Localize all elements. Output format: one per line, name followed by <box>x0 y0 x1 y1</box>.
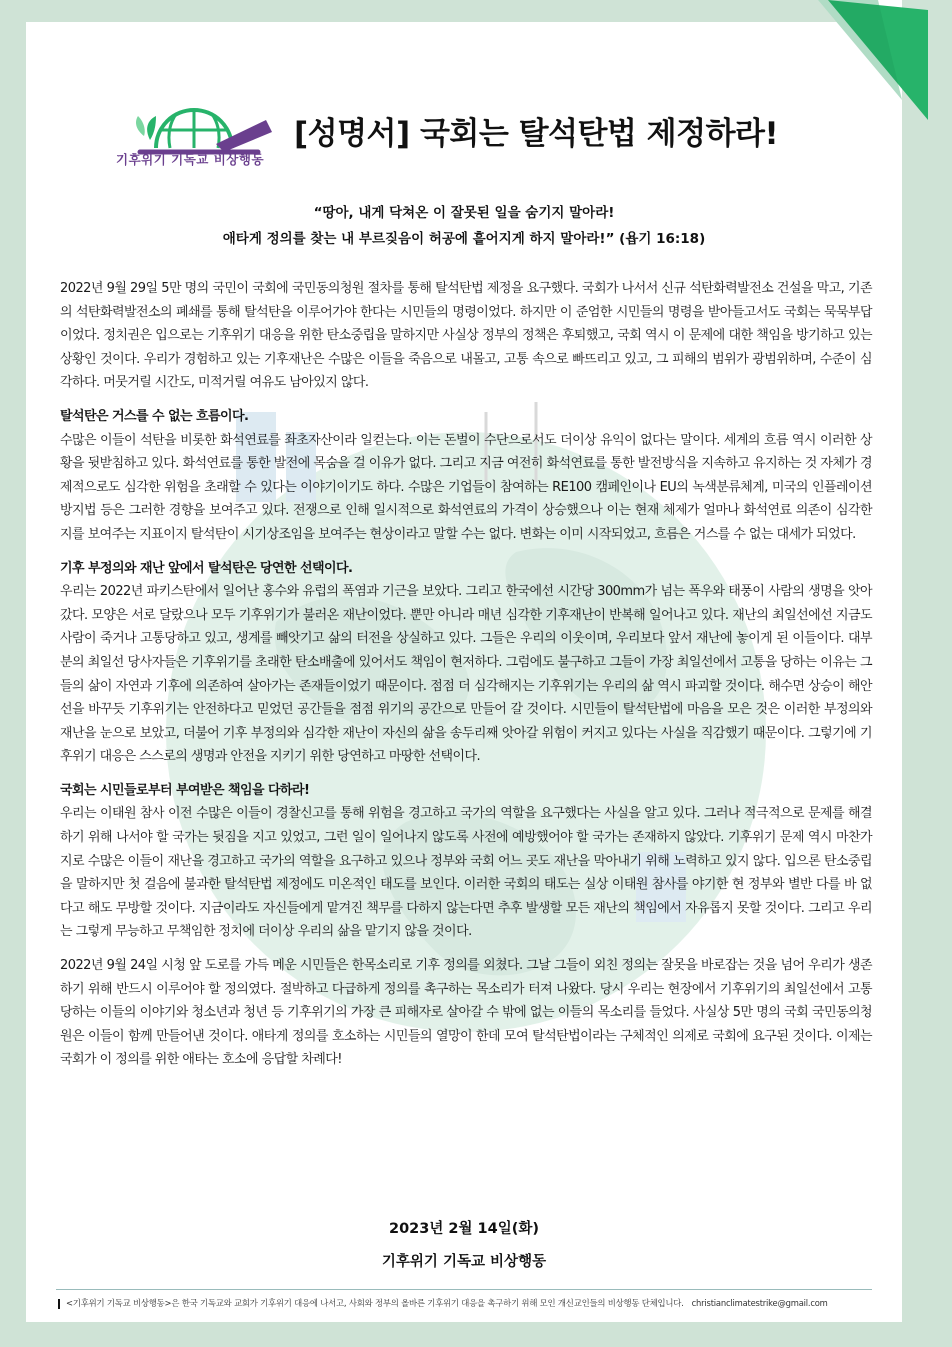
footer-divider <box>56 1289 872 1290</box>
statement-page <box>26 22 902 1322</box>
bible-quote <box>66 200 862 252</box>
statement-body <box>60 277 872 1082</box>
paragraph-closing: 2022년 9월 24일 시청 앞 도로를 가득 메운 시민들은 한목소리로 기후 정의를 외쳤다. 그날 그들이 외친 정의는 잘못을 바로잡는 것을 넘어 우리가 생존하기 위해 반드시 이루어야 할 정의였다. 절박하고 다급하게 정의를 촉구하는 목소리가 터져 나왔다. 당시 우리는 현장에서 기후위기의 최일선에서 고통당하는 이들의 이야기와 청소년과 청년 등 기후위기의 가장 큰 피해자로 살아갈 수 밖에 없는 이들의 목소리를 들었다. 사실상 5만 명의 국회 국민동의청원은 이들이 함께 만들어낸 것이다. 애타게 정의를 호소하는 시민들의 열망이 한데 모여 탈석탄법이라는 구체적인 의제로 국회에 요구된 것이다. 이제는 국회가 이 정의를 위한 애타는 호소에 응답할 차례다! <box>60 958 872 1068</box>
paragraph-section-3: 우리는 이태원 참사 이전 수많은 이들이 경찰신고를 통해 위험을 경고하고 국가의 역할을 요구했다는 사실을 알고 있다. 그러나 적극적으로 문제를 해결하기 위해 나서야 할 국가는 뒷짐을 지고 있었고, 그런 일이 일어나지 않도록 사전에 예방했어야 할 국가는 존재하지 않았다. 기후위기 문제 역시 마찬가지로 수많은 이들이 재난을 경고하고 국가의 역할을 요구하고 있으나 정부와 국회 어느 곳도 재난을 막아내기 위해 노력하고 있지 않다. 입으론 탄소중립을 말하지만 첫 걸음에 불과한 탈석탄법 제정에도 미온적인 태도를 보인다. 이러한 국회의 태도는 실상 이태원 참사를 야기한 현 정부와 별반 다를 바 없다고 해도 무방할 것이다. 지금이라도 자신들에게 맡겨진 책무를 다하지 않는다면 추후 발생할 모든 재난의 책임에서 자유롭지 못할 것이다. 그리고 우리는 그렇게 무능하고 무책임한 정치에 더이상 우리의 삶을 맡기지 않을 것이다. <box>60 806 873 940</box>
section-heading-3: 국회는 시민들로부터 부여받은 책임을 다하라! <box>60 782 310 798</box>
org-logo-text: 기후위기 기독교 비상행동 <box>116 152 265 167</box>
paragraph-section-1: 수많은 이들이 석탄을 비롯한 화석연료를 좌초자산이라 일컫는다. 이는 돈벌이 수단으로서도 더이상 유익이 없다는 말이다. 세계의 흐름 역시 이러한 상황을 뒷받침하고 있다. 화석연료를 통한 발전에 목숨을 걸 이유가 없다. 그리고 지금 여전히 화석연료를 통한 발전방식을 지속하고 유지하는 것 자체가 경제적으로도 심각한 위험을 초래할 수 있다는 이야기이기도 하다. 수많은 기업들이 참여하는 RE100 캠페인이나 EU의 녹색분류체계, 미국의 인플레이션 방지법 등은 그러한 경향을 보여주고 있다. 전쟁으로 인해 일시적으로 화석연료의 가격이 상승했으나 이는 현재 체제가 얼마나 화석연료 의존이 심각한지를 보여주는 지표이지 탈석탄이 시기상조임을 보여주는 현상이라고 말할 수는 없다. 변화는 이미 시작되었고, 흐름은 거스를 수 없는 대세가 되었다. <box>60 432 872 542</box>
statement-signer: 기후위기 기독교 비상행동 <box>381 1254 547 1270</box>
section-heading-1: 탈석탄은 거스를 수 없는 흐름이다. <box>60 408 249 424</box>
footer <box>58 1297 902 1309</box>
paragraph-section-2: 우리는 2022년 파키스탄에서 일어난 홍수와 유럽의 폭염과 기근을 보았다. 그리고 한국에선 시간당 300mm가 넘는 폭우와 태풍이 사람의 생명을 앗아갔다. 모양은 서로 달랐으나 모두 기후위기가 불러온 재난이었다. 뿐만 아니라 매년 심각한 기후재난이 반복해 일어나고 있다. 재난의 최일선에선 지금도 사람이 죽거나 고통당하고 있고, 생계를 빼앗기고 삶의 터전을 상실하고 있다. 그들은 우리의 이웃이며, 우리보다 앞서 재난에 놓이게 된 이들이다. 대부분의 최일선 당사자들은 기후위기를 초래한 탄소배출에 있어서도 책임이 현저하다. 그럼에도 불구하고 그들이 가장 최일선에서 고통을 당하는 이유는 그들의 삶이 자연과 기후에 의존하여 살아가는 존재들이었기 때문이다. 점점 더 심각해지는 기후위기는 우리의 삶 역시 파괴할 것이다. 해수면 상승이 해안선을 바꾸듯 기후위기는 안전하다고 믿었던 공간들을 점점 위기의 공간으로 만들어 갈 것이다. 시민들이 탈석탄법에 마음을 모은 것은 이러한 부정의와 재난을 눈으로 보았고, 더불어 기후 부정의와 심각한 재난이 자신의 삶을 송두리째 앗아갈 위험이 커지고 있다는 사실을 직감했기 때문이다. 그렇기에 기후위기 대응은 스스로의 생명과 안전을 지키기 위한 당연하고 마땅한 선택이다. <box>60 584 873 765</box>
footer-text: <기후위기 기독교 비상행동>은 한국 기독교와 교회가 기후위기 대응에 나서고, 사회와 정부의 올바른 기후위기 대응을 촉구하기 위해 모인 개신교인들의 비상행동 단체입니다. <box>66 1298 684 1308</box>
footer-bar <box>58 1299 60 1309</box>
quote-line-1: “땅아, 내게 닥쳐온 이 잘못된 일을 숨기지 말아라! <box>313 205 615 221</box>
paragraph-intro: 2022년 9월 29일 5만 명의 국민이 국회에 국민동의청원 절차를 통해 탈석탄법 제정을 요구했다. 국회가 나서서 신규 석탄화력발전소 건설을 막고, 기존의 석탄화력발전소의 폐쇄를 통해 탈석탄을 이루어가야 한다는 시민들의 명령이었다. 하지만 이 준엄한 시민들의 명령을 받아들고서도 국회는 묵묵부답이었다. 정치권은 입으로는 기후위기 대응을 위한 탄소중립을 말하지만 사실상 정부의 정책은 후퇴했고, 국회 역시 이 문제에 대한 책임을 방기하고 있는 상황인 것이다. 우리가 경험하고 있는 기후재난은 수많은 이들을 죽음으로 내몰고, 고통 속으로 빠뜨리고 있고, 그 피해의 범위가 광범위하며, 수준이 심각하다. 머뭇거릴 시간도, 미적거릴 여유도 남아있지 않다. <box>60 281 873 391</box>
quote-line-2: 애타게 정의를 찾는 내 부르짖음이 허공에 흩어지게 하지 말아라!” (욥기 16:18) <box>222 231 706 247</box>
footer-email[interactable]: christianclimatestrike@gmail.com <box>691 1298 828 1308</box>
statement-date: 2023년 2월 14일(화) <box>388 1221 539 1237</box>
page-title: [성명서] 국회는 탈석탄법 제정하라! <box>294 116 779 152</box>
page-corner-icon <box>818 0 928 125</box>
section-heading-2: 기후 부정의와 재난 앞에서 탈석탄은 당연한 선택이다. <box>60 560 353 576</box>
